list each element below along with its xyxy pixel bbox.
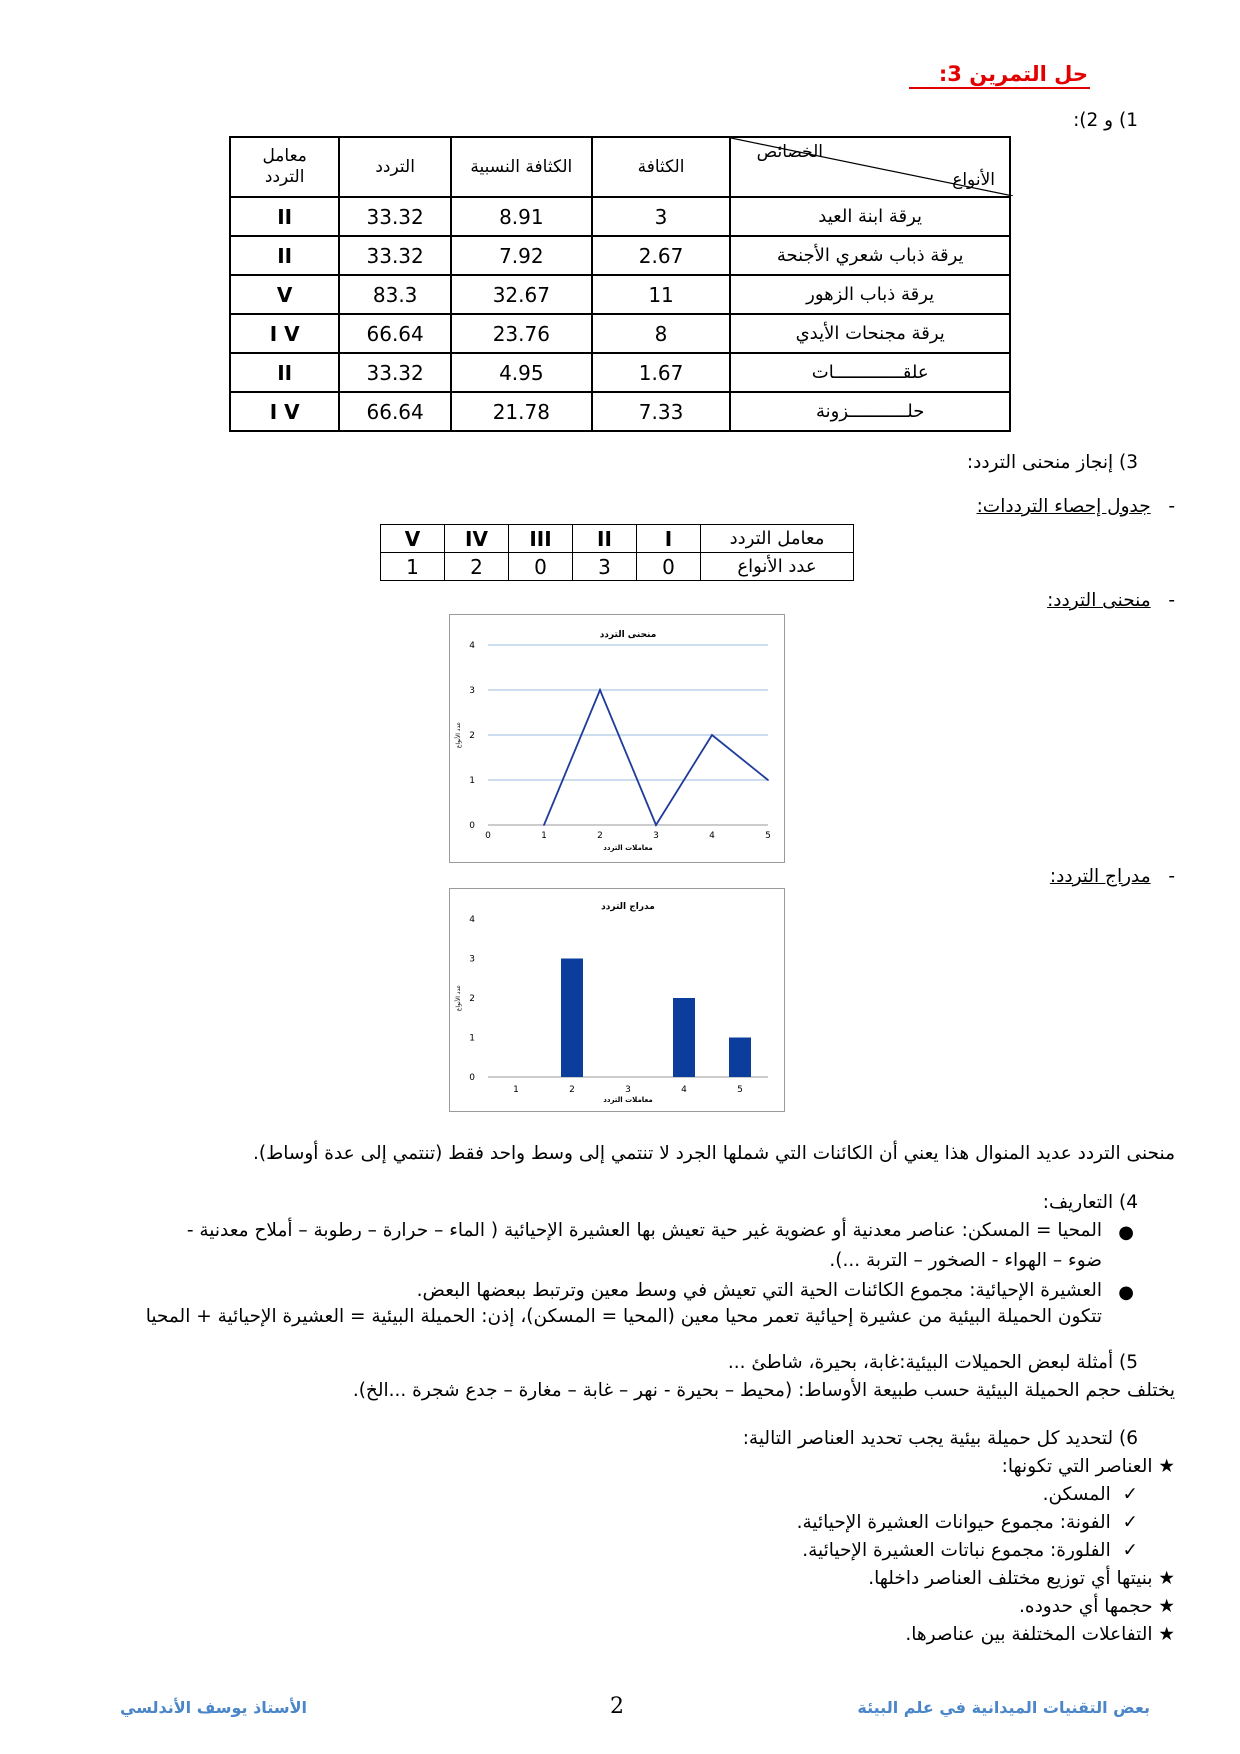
page-number: 2 [610,1694,624,1719]
y-tick-label: 1 [469,1033,475,1044]
frequency-cell: 33.32 [339,197,451,236]
count-row [381,553,854,581]
table-row [230,353,1010,392]
coef-cell: II [573,525,637,553]
density-cell: 11 [592,275,731,314]
frequency-cell: 83.3 [339,275,451,314]
header-diagonal-cell [730,137,1010,197]
star-item-text: التفاعلات المختلفة بين عناصرها. [905,1624,1153,1645]
species-cell: يرقة ابنة العيد [730,197,1010,236]
header-species: الأنواع [952,170,995,190]
x-tick-label: 3 [653,831,659,841]
row-label-coefficient: معامل التردد [701,525,854,553]
frequency-cell: 66.64 [339,314,451,353]
histogram-bar [673,998,695,1077]
table-header-row [230,137,1010,197]
coef-cell: III [509,525,573,553]
series-line [544,690,768,825]
species-cell: يرقة مجنحات الأيدي [730,314,1010,353]
header-coefficient [230,137,339,197]
x-tick-label: 5 [737,1085,743,1095]
coef-cell: IV [445,525,509,553]
count-cell: 3 [573,553,637,581]
x-tick-label: 3 [625,1085,631,1095]
x-axis-label: معاملات التردد [603,1096,653,1104]
y-tick-label: 0 [469,1073,475,1083]
header-relative-density: الكثافة النسبية [451,137,592,197]
star-icon: ★ [1158,1568,1175,1589]
dash-mark: - [1168,496,1175,517]
table-row [230,314,1010,353]
species-cell: يرقة ذباب شعري الأجنحة [730,236,1010,275]
footer-author: الأستاذ يوسف الأندلسي [120,1698,307,1717]
data-point [543,824,545,826]
star-icon: ★ [1158,1596,1175,1617]
bar-chart-svg [450,889,784,1111]
coefficient-cell: V [230,275,339,314]
question-1-2: 1) و 2): [1073,110,1138,131]
table-row [230,392,1010,431]
y-tick-label: 3 [469,686,475,696]
density-cell: 2.67 [592,236,731,275]
question-5: 5) أمثلة لبعض الحميلات البيئية:غابة، بحيرة، شاطئ ... [727,1352,1138,1373]
x-axis-label: معاملات التردد [603,844,653,852]
relative-density-cell: 32.67 [451,275,592,314]
coefficient-cell: I V [230,392,339,431]
curve-heading [1047,590,1175,611]
x-tick-label: 0 [485,831,491,841]
question-3: 3) إنجاز منحنى التردد: [966,452,1138,473]
curve-label: منحنى التردد: [1047,590,1151,611]
x-tick-label: 5 [765,831,771,841]
table-row [230,197,1010,236]
table-row [230,236,1010,275]
check-icon: ✓ [1122,1512,1138,1533]
relative-density-cell: 7.92 [451,236,592,275]
histogram-bar [729,1038,751,1078]
density-cell: 8 [592,314,731,353]
species-cell: علقـــــــــــــات [730,353,1010,392]
species-cell: حلـــــــــــزونة [730,392,1010,431]
frequency-cell: 33.32 [339,353,451,392]
y-tick-label: 2 [469,994,475,1004]
x-tick-label: 1 [541,831,547,841]
star-icon: ★ [1158,1456,1175,1477]
y-tick-label: 4 [469,915,475,925]
frequency-curve-chart [449,614,785,863]
data-point [711,734,713,736]
header-coefficient-line2: التردد [264,167,305,187]
conclusion-text: منحنى التردد عديد المنوال هذا يعني أن الكائنات التي شملها الجرد لا تنتمي إلى وسط واحد فقط (تنتمي إلى عدة أوساط). [252,1143,1175,1164]
x-tick-label: 2 [569,1085,575,1095]
species-cell: يرقة ذباب الزهور [730,275,1010,314]
star-icon: ★ [1158,1624,1175,1645]
star-item [868,1568,1175,1589]
y-axis-label: عدد الأنواع [455,984,462,1012]
y-tick-label: 2 [469,731,475,741]
frequency-count-table [380,524,854,581]
relative-density-cell: 23.76 [451,314,592,353]
coefficient-cell: II [230,236,339,275]
histogram-bar [561,959,583,1078]
check-icon: ✓ [1122,1484,1138,1505]
table-row [230,275,1010,314]
data-point [655,824,657,826]
frequency-cell: 33.32 [339,236,451,275]
coefficient-row [381,525,854,553]
density-cell: 7.33 [592,392,731,431]
y-tick-label: 4 [469,641,475,651]
definition-community: العشيرة الإحيائية: مجموع الكائنات الحية التي تعيش في وسط معين وترتبط ببعضها البعض. [416,1280,1102,1301]
coef-cell: I [637,525,701,553]
dash-mark: - [1168,590,1175,611]
data-point [599,689,601,691]
check-item-text: الفلورة: مجموع نباتات العشيرة الإحيائية. [802,1540,1111,1561]
line-chart-svg [450,615,784,862]
y-tick-label: 1 [469,776,475,786]
density-cell: 3 [592,197,731,236]
definition-habitat-line1: المحيا = المسكن: عناصر معدنية أو عضوية غير حية تعيش بها العشيرة الإحيائية ( الماء – حرارة – رطوبة – أملاح معدنية - [186,1220,1102,1241]
x-tick-label: 1 [513,1085,519,1095]
check-item [1043,1484,1138,1505]
data-point [767,779,769,781]
count-cell: 0 [509,553,573,581]
y-tick-label: 0 [469,821,475,831]
check-item [802,1540,1138,1561]
bullet-mark: ● [1118,1222,1134,1243]
y-tick-label: 3 [469,954,475,965]
species-table [229,136,1011,432]
check-item-text: المسكن. [1042,1484,1111,1505]
star-item [1019,1596,1175,1617]
definition-ecosystem: تتكون الحميلة البيئية من عشيرة إحيائية تعمر محيا معين (المحيا = المسكن)، إذن: الحميلة البيئية = العشيرة الإحيائية + المحيا [145,1306,1102,1327]
check-item [797,1512,1138,1533]
header-density: الكثافة [592,137,731,197]
coefficient-cell: II [230,353,339,392]
coefficient-cell: I V [230,314,339,353]
star-item-text: العناصر التي تكونها: [1001,1456,1153,1477]
relative-density-cell: 8.91 [451,197,592,236]
histogram-heading [1050,866,1175,887]
count-cell: 1 [381,553,445,581]
coefficient-cell: II [230,197,339,236]
definition-habitat-line2: ضوء – الهواء - الصخور – التربة ...). [829,1250,1102,1271]
chart-title: مدراج التردد [601,902,655,912]
frequency-table-heading [977,496,1175,517]
frequency-table-label: جدول إحصاء الترددات: [976,496,1151,517]
star-item-text: بنيتها أي توزيع مختلف العناصر داخلها. [868,1568,1153,1589]
relative-density-cell: 21.78 [451,392,592,431]
question-4: 4) التعاريف: [1042,1192,1138,1213]
x-tick-label: 2 [597,831,603,841]
coef-cell: V [381,525,445,553]
header-properties: الخصائص [756,142,823,162]
star-item [905,1624,1175,1645]
question-6: 6) لتحديد كل حميلة بيئية يجب تحديد العناصر التالية: [742,1428,1138,1449]
check-icon: ✓ [1122,1540,1138,1561]
frequency-histogram-chart [449,888,785,1112]
chart-title: منحنى التردد [599,630,657,640]
x-tick-label: 4 [681,1085,687,1095]
star-item-text: حجمها أي حدوده. [1019,1596,1153,1617]
check-item-text: الفونة: مجموع حيوانات العشيرة الإحيائية. [796,1512,1111,1533]
question-5-line2: يختلف حجم الحميلة البيئية حسب طبيعة الأوساط: (محيط – بحيرة - نهر – غابة – مغارة – جدع شجرة ...الخ). [352,1380,1175,1401]
frequency-cell: 66.64 [339,392,451,431]
count-cell: 2 [445,553,509,581]
x-tick-label: 4 [709,831,715,841]
footer-course-title: بعض التقنيات الميدانية في علم البيئة [857,1698,1150,1717]
star-item [1002,1456,1175,1477]
histogram-label: مدراج التردد: [1049,866,1151,887]
exercise-title: حل التمرين 3: [909,62,1090,89]
header-coefficient-line1: معامل [262,145,307,166]
row-label-count: عدد الأنواع [701,553,854,581]
count-cell: 0 [637,553,701,581]
relative-density-cell: 4.95 [451,353,592,392]
header-frequency: التردد [339,137,451,197]
y-axis-label: عدد الأنواع [455,721,462,749]
density-cell: 1.67 [592,353,731,392]
bullet-mark: ● [1118,1282,1134,1303]
dash-mark: - [1168,866,1175,887]
